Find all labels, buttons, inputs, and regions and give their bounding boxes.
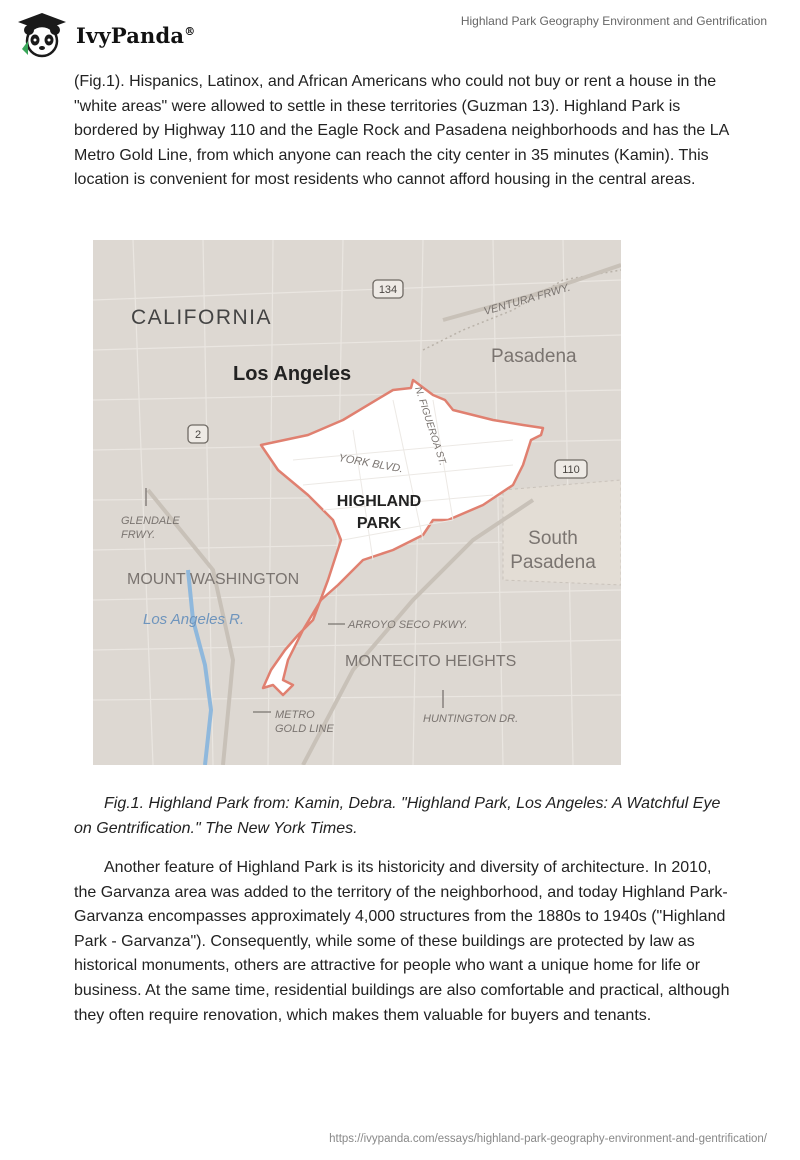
svg-text:2: 2 (194, 429, 202, 441)
highway-2-shield (188, 425, 208, 443)
glendale-frwy-label-2: FRWY. (121, 529, 156, 541)
figure-caption: Fig.1. Highland Park from: Kamin, Debra. "Highland Park, Los Angeles: A Watchful Eye on Gentrification." The New York Times. (74, 795, 721, 837)
huntington-dr-label: HUNTINGTON DR. (423, 713, 519, 725)
ivypanda-logo[interactable] (14, 10, 234, 60)
arroyo-seco-label: ARROYO SECO PKWY. (348, 619, 468, 631)
figueroa-label: N. FIGUEROA ST. (412, 385, 448, 467)
source-url[interactable]: https://ivypanda.com/essays/highland-park-geography-environment-and-gentrification/ (329, 1133, 767, 1145)
highland-park-label-2: PARK (356, 515, 402, 532)
california-label: CALIFORNIA (131, 306, 273, 329)
ventura-frwy-label: VENTURA FRWY. (482, 281, 572, 318)
south-pasadena-label-2: Pasadena (510, 552, 596, 573)
york-blvd-label: YORK BLVD. (337, 452, 404, 476)
highway-134-shield (373, 280, 403, 298)
highland-park-map (93, 240, 621, 765)
body-paragraph: (Fig.1). Hispanics, Latinox, and African Americans who could not buy or rent a house in the "white areas" were allowed to settle in these territories (Guzman 13). Highland Park is bordered by Highway 110 and the Eagle Rock and Pasadena neighborhoods and has the LA Metro Gold Line, from which anyone can reach the city center in 35 minutes (Kamin). This location is convenient for most residents who cannot afford housing in the central areas. (74, 73, 729, 189)
mount-washington-label: MOUNT WASHINGTON (127, 571, 300, 588)
metro-label-1: METRO (275, 709, 315, 721)
glendale-frwy-label-1: GLENDALE (121, 515, 180, 527)
brand-name: IvyPanda® (76, 22, 196, 48)
highway-110-shield (555, 460, 587, 478)
panda-graduate-icon (14, 11, 70, 59)
document-title: Highland Park Geography Environment and Gentrification (460, 14, 767, 28)
los-angeles-label: Los Angeles (233, 363, 352, 385)
south-pasadena-label-1: South (528, 528, 578, 549)
montecito-heights-label: MONTECITO HEIGHTS (345, 653, 517, 670)
svg-text:134: 134 (378, 284, 398, 296)
page-header (0, 0, 800, 70)
pasadena-label: Pasadena (491, 346, 577, 367)
body-paragraph: Another feature of Highland Park is its historicity and diversity of architecture. In 2010, the Garvanza area was added to the territory of the neighborhood, and today Highland Park-Garvanza encompasses approximately 4,000 structures from the 1880s to 1940s ("Highland Park - Garvanza"). Consequently, while some of these buildings are protected by law as historical monuments, others are attractive for people who want a unique home for life or business. At the same time, residential buildings are also comfortable and practical, although they often require renovation, which makes them valuable for buyers and tenants. (74, 859, 730, 1024)
metro-label-2: GOLD LINE (275, 723, 334, 735)
svg-text:110: 110 (562, 464, 580, 476)
highland-park-label-1: HIGHLAND (336, 493, 422, 510)
la-river-label: Los Angeles R. (143, 611, 245, 628)
